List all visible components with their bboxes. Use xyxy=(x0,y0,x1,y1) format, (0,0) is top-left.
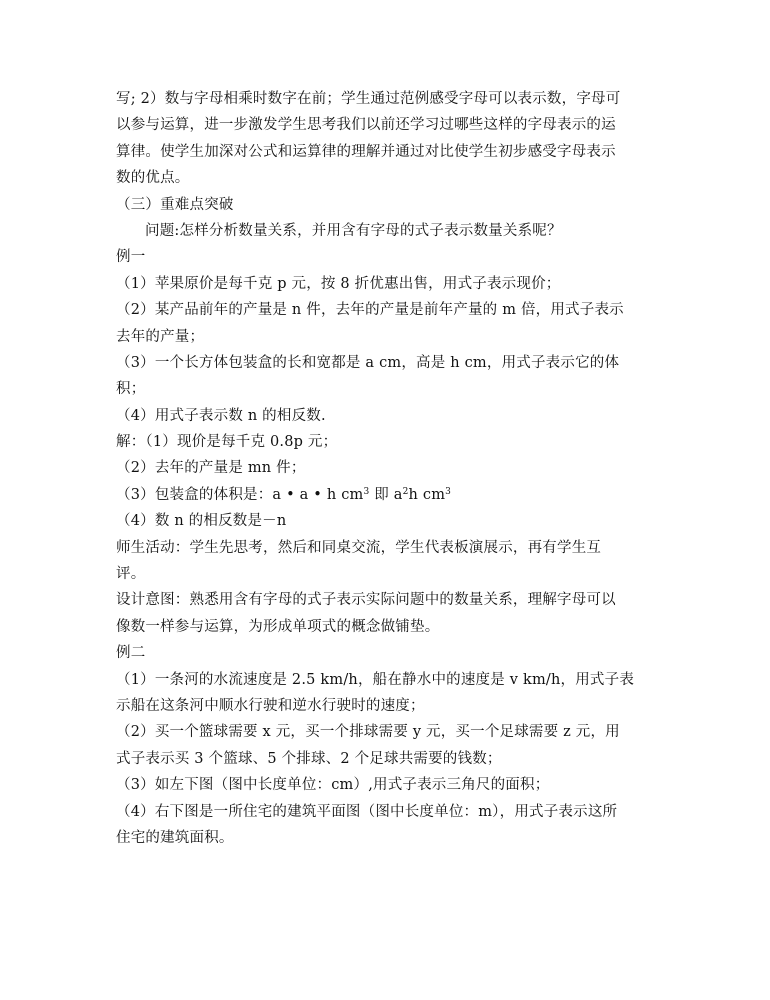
solution-volume-text: 即 a xyxy=(369,486,403,503)
example-item: （1）一条河的水流速度是 2.5 km/h，船在静水中的速度是 v km/h，用式子表 xyxy=(116,671,635,688)
example-item: （2）某产品前年的产量是 n 件，去年的产量是前年产量的 m 倍，用式子表示 xyxy=(116,302,624,319)
example-item-continuation: 积； xyxy=(116,381,146,398)
example-item: （4）用式子表示数 n 的相反数. xyxy=(116,407,326,424)
example-item: （3）一个长方体包装盒的长和宽都是 a cm，高是 h cm，用式子表示它的体 xyxy=(116,354,620,371)
example-item-continuation: 住宅的建筑面积。 xyxy=(116,829,234,846)
example-item-continuation: 去年的产量； xyxy=(116,328,205,345)
example-item-continuation: 示船在这条河中顺水行驶和逆水行驶时的速度； xyxy=(116,697,425,714)
example-item: （3）如左下图（图中长度单位：cm）,用式子表示三角尺的面积； xyxy=(116,777,550,794)
example-item: （2）买一个篮球需要 x 元，买一个排球需要 y 元，买一个足球需要 z 元，用 xyxy=(116,724,620,741)
solution-volume-line xyxy=(116,482,656,508)
example-item: （4）右下图是一所住宅的建筑平面图（图中长度单位：m），用式子表示这所 xyxy=(116,803,618,820)
solution-line: （2）去年的产量是 mn 件； xyxy=(116,460,306,477)
activity-line-continuation: 评。 xyxy=(116,566,146,583)
example-heading: 例二 xyxy=(116,645,146,662)
solution-line: 解：（1）现价是每千克 0.8p 元； xyxy=(116,434,338,451)
body-text-line: 数的优点。 xyxy=(116,170,190,187)
solution-line: （4）数 n 的相反数是－n xyxy=(116,513,287,530)
example-heading: 例一 xyxy=(116,249,146,266)
solution-volume-text: （3）包装盒的体积是：a • a • h cm xyxy=(116,486,364,503)
section-heading: （三）重难点突破 xyxy=(116,196,234,213)
body-text-line: 写; 2）数与字母相乘时数字在前；学生通过范例感受字母可以表示数，字母可 xyxy=(116,91,621,107)
activity-line: 师生活动：学生先思考，然后和同桌交流，学生代表板演展示，再有学生互 xyxy=(116,539,602,556)
body-text-line: 算律。使学生加深对公式和运算律的理解并通过对比使学生初步感受字母表示 xyxy=(116,143,616,160)
design-intent-line-continuation: 像数一样参与运算，为形成单项式的概念做铺垫。 xyxy=(116,618,440,635)
design-intent-line: 设计意图：熟悉用含有字母的式子表示实际问题中的数量关系，理解字母可以 xyxy=(116,592,616,609)
example-item: （1）苹果原价是每千克 p 元，按 8 折优惠出售，用式子表示现价； xyxy=(116,275,561,292)
question-line: 问题:怎样分析数量关系，并用含有字母的式子表示数量关系呢？ xyxy=(145,222,562,239)
example-item-continuation: 式子表示买 3 个篮球、5 个排球、2 个足球共需要的钱数； xyxy=(116,750,502,767)
cubic-exponent: 3 xyxy=(445,486,452,497)
square-exponent: 2 xyxy=(402,486,409,497)
cubic-exponent: 3 xyxy=(363,486,370,497)
document-page xyxy=(116,86,656,851)
solution-volume-text: h cm xyxy=(408,486,446,503)
body-text-line: 以参与运算，进一步激发学生思考我们以前还学习过哪些这样的字母表示的运 xyxy=(116,117,616,134)
